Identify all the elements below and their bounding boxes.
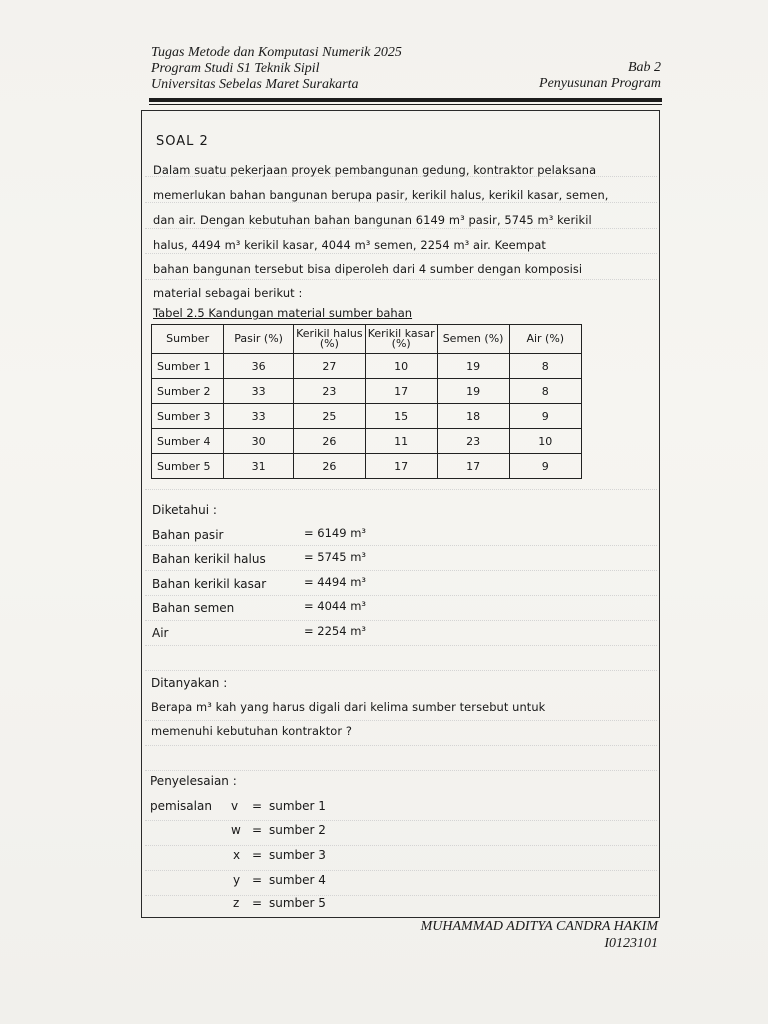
cell-semen: 19 [437,354,509,379]
var-symbol: x [233,848,241,862]
cell-air: 9 [509,404,581,429]
given-value: = 5745 m³ [304,550,367,564]
col-header-sumber: Sumber [152,325,224,354]
cell-sumber: Sumber 3 [152,404,224,429]
cell-pasir: 30 [224,429,294,454]
ruled-line [145,745,657,746]
given-label: Bahan semen [152,601,235,615]
cell-air: 8 [509,379,581,404]
cell-kerikil-kasar: 17 [365,454,437,479]
penyelesaian-title: Penyelesaian : [150,774,237,788]
cell-sumber: Sumber 4 [152,429,224,454]
problem-line: memerlukan bahan bangunan berupa pasir, kerikil halus, kerikil kasar, semen, [153,188,609,202]
cell-kerikil-kasar: 15 [365,404,437,429]
var-equals: = [252,873,263,887]
problem-line: bahan bangunan tersebut bisa diperoleh dari 4 sumber dengan komposisi [153,262,583,276]
col-header-kerikil-halus: Kerikil halus (%) [293,325,365,354]
var-equals: = [252,823,263,837]
cell-pasir: 33 [224,379,294,404]
col-header-kerikil-kasar: Kerikil kasar (%) [365,325,437,354]
question-line: memenuhi kebutuhan kontraktor ? [151,724,353,738]
cell-kerikil-halus: 25 [293,404,365,429]
table-caption: Tabel 2.5 Kandungan material sumber bahan [153,306,413,320]
ruled-line [145,870,657,871]
cell-semen: 19 [437,379,509,404]
ruled-line [145,489,657,490]
var-symbol: y [233,873,241,887]
cell-air: 10 [509,429,581,454]
problem-line: dan air. Dengan kebutuhan bahan bangunan 6149 m³ pasir, 5745 m³ kerikil [153,213,592,227]
problem-line: material sebagai berikut : [153,286,303,300]
cell-pasir: 31 [224,454,294,479]
cell-sumber: Sumber 1 [152,354,224,379]
cell-kerikil-halus: 27 [293,354,365,379]
ruled-line [145,720,657,721]
cell-semen: 23 [437,429,509,454]
chapter-number: Bab 2 [627,60,661,75]
cell-pasir: 36 [224,354,294,379]
table-row [152,429,582,454]
header-left [151,45,402,93]
ruled-line [145,545,657,546]
ruled-line [145,620,657,621]
given-value: = 4494 m³ [304,575,367,589]
cell-semen: 18 [437,404,509,429]
table-header-row [152,325,582,354]
given-label: Bahan kerikil kasar [152,577,267,591]
table-row [152,404,582,429]
ruled-line [145,670,657,671]
cell-semen: 17 [437,454,509,479]
header-rule-thick [149,98,662,102]
var-equals: = [252,799,263,813]
student-id: I0123101 [604,936,658,951]
col-header-pasir: Pasir (%) [224,325,294,354]
author-name: MUHAMMAD ADITYA CANDRA HAKIM [420,919,658,934]
ditanyakan-title: Ditanyakan : [151,676,228,690]
cell-kerikil-halus: 26 [293,429,365,454]
program-name: Program Studi S1 Teknik Sipil [151,61,320,76]
cell-air: 8 [509,354,581,379]
handwritten-page-frame [141,110,660,918]
pemisalan-label: pemisalan [150,799,212,813]
var-source: sumber 5 [269,896,326,910]
given-value: = 2254 m³ [304,624,367,638]
col-header-air: Air (%) [509,325,581,354]
cell-kerikil-halus: 23 [293,379,365,404]
table-row [152,354,582,379]
var-source: sumber 1 [269,799,326,813]
cell-kerikil-kasar: 11 [365,429,437,454]
var-symbol: v [231,799,239,813]
ruled-line [145,645,657,646]
cell-kerikil-kasar: 10 [365,354,437,379]
ruled-line [145,770,657,771]
var-symbol: w [231,823,241,837]
ruled-line [145,845,657,846]
cell-air: 9 [509,454,581,479]
cell-kerikil-kasar: 17 [365,379,437,404]
material-table [151,324,582,479]
cell-kerikil-halus: 26 [293,454,365,479]
chapter-title: Penyusunan Program [539,76,661,91]
course-title: Tugas Metode dan Komputasi Numerik 2025 [151,45,402,60]
ruled-line [145,202,657,203]
table-row [152,454,582,479]
var-source: sumber 2 [269,823,326,837]
var-equals: = [252,896,263,910]
ruled-line [145,279,657,280]
var-source: sumber 4 [269,873,326,887]
cell-sumber: Sumber 2 [152,379,224,404]
var-source: sumber 3 [269,848,326,862]
header-right [539,60,661,92]
given-value: = 4044 m³ [304,599,367,613]
ruled-line [145,253,657,254]
ruled-line [145,820,657,821]
diketahui-title: Diketahui : [152,503,217,517]
given-label: Bahan pasir [152,528,224,542]
university-name: Universitas Sebelas Maret Surakarta [151,77,359,92]
ruled-line [145,228,657,229]
var-equals: = [252,848,263,862]
problem-title: SOAL 2 [156,134,209,149]
problem-line: Dalam suatu pekerjaan proyek pembangunan gedung, kontraktor pelaksana [153,163,597,177]
ruled-line [145,595,657,596]
ruled-line [145,570,657,571]
cell-sumber: Sumber 5 [152,454,224,479]
var-symbol: z [233,896,240,910]
question-line: Berapa m³ kah yang harus digali dari kelima sumber tersebut untuk [151,700,546,714]
cell-pasir: 33 [224,404,294,429]
problem-line: halus, 4494 m³ kerikil kasar, 4044 m³ semen, 2254 m³ air. Keempat [153,238,546,252]
ruled-line [145,895,657,896]
table-row [152,379,582,404]
given-label: Air [152,626,169,640]
given-value: = 6149 m³ [304,526,367,540]
given-label: Bahan kerikil halus [152,552,266,566]
header-rule-thin [149,104,662,105]
col-header-semen: Semen (%) [437,325,509,354]
